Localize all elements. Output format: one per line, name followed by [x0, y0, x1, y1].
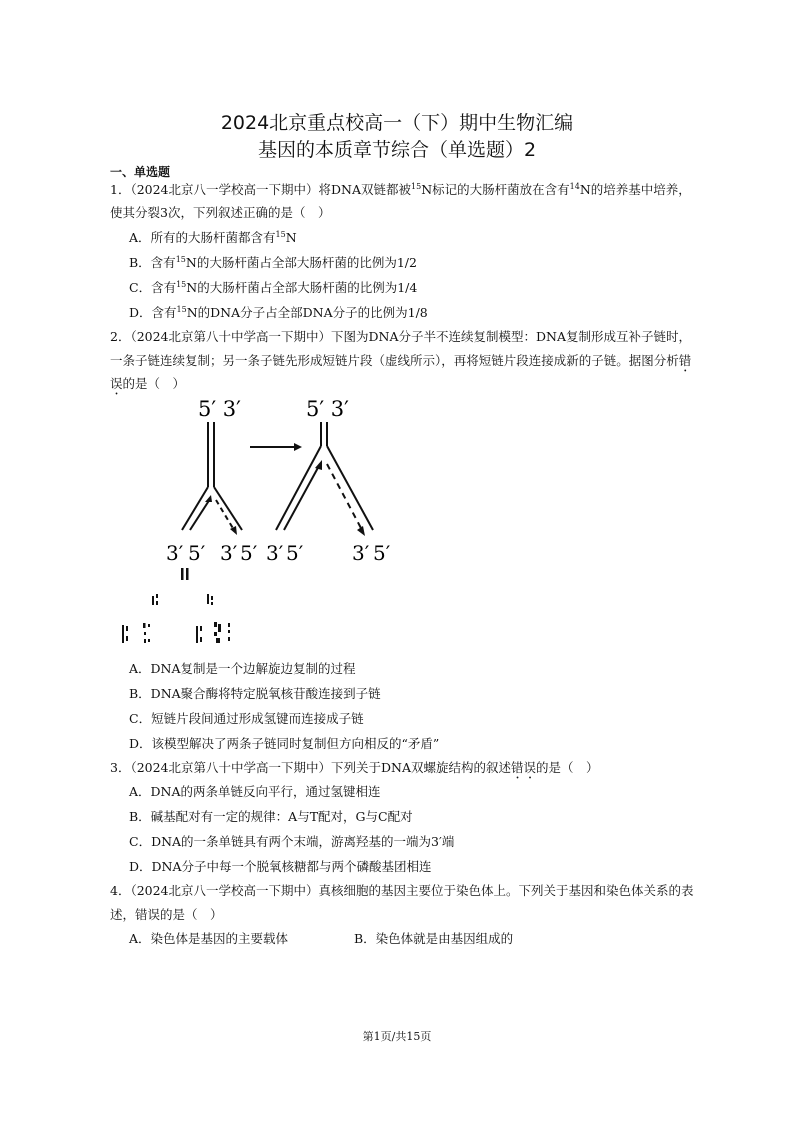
label-bl3: 3′	[220, 541, 238, 565]
q2-option-d[interactable]: D．该模型解决了两条子链同时复制但方向相反的“矛盾”	[129, 736, 440, 751]
label-bl4: 5′	[240, 541, 258, 565]
label-br3: 3′	[352, 541, 370, 565]
label-br2: 5′	[286, 541, 304, 565]
q1-option-a[interactable]: A．所有的大肠杆菌都含有$^{15}$N	[129, 230, 297, 245]
lagging-arrow-right	[357, 526, 365, 536]
q2-stem-line1: 2．（2024北京第八十中学高一下期中）下图为DNA分子半不连续复制模型：DNA复制形成互补子链时，	[110, 329, 691, 344]
leading-strand-right	[284, 464, 320, 530]
fork-arm-right-left-outer	[276, 446, 321, 530]
leading-strand-left	[190, 499, 210, 530]
q2-option-b[interactable]: B．DNA聚合酶将特定脱氧核苷酸连接到子链	[129, 686, 381, 701]
page-title: 2024北京重点校高一（下）期中生物汇编	[220, 112, 574, 134]
label-bl1: 3′	[166, 541, 184, 565]
section-heading: 一、单选题	[110, 165, 171, 179]
dna-replication-diagram	[110, 390, 410, 650]
leading-arrow-left	[205, 495, 212, 502]
q2-stem-line3: 误的是（ ）	[110, 376, 186, 391]
transition-arrow-head	[294, 443, 302, 451]
label-top-left: 5′ 3′	[198, 397, 241, 421]
q3-stem: 3．（2024北京第八十中学高一下期中）下列关于DNA双螺旋结构的叙述错误的是（ ）	[110, 760, 599, 775]
q3-option-d[interactable]: D．DNA分子中每一个脱氧核糖都与两个磷酸基团相连	[129, 859, 432, 874]
page-footer: 第1页/共15页	[362, 1030, 432, 1043]
q2-stem-line2: 一条子链连续复制；另一条子链先形成短链片段（虚线所示），再将短链片段连接成新的子链。据图分析错	[110, 353, 692, 368]
q1-stem-line2: 使其分裂3次，下列叙述正确的是（ ）	[110, 205, 331, 220]
q4-option-b[interactable]: B．染色体就是由基因组成的	[354, 931, 514, 946]
label-br4: 5′	[373, 541, 391, 565]
fork-arm-right-outer	[214, 487, 242, 530]
lagging-strand-right	[327, 464, 362, 530]
scan-artifacts	[122, 568, 230, 643]
q4-option-a[interactable]: A．染色体是基因的主要载体	[129, 931, 289, 946]
leading-arrow-right	[315, 460, 322, 470]
q3-option-b[interactable]: B．碱基配对有一定的规律：A与T配对，G与C配对	[129, 809, 413, 824]
q4-stem-line1: 4．（2024北京八一学校高一下期中）真核细胞的基因主要位于染色体上。下列关于基因和染色体关系的表	[110, 883, 694, 898]
label-br1: 3′	[266, 541, 284, 565]
label-top-right: 5′ 3′	[306, 397, 349, 421]
lagging-arrow-left	[230, 526, 237, 535]
q4-stem-line2: 述，错误的是（ ）	[110, 907, 223, 922]
page-subtitle: 基因的本质章节综合（单选题）2	[257, 139, 537, 161]
q1-option-d[interactable]: D．含有$^{15}$N的DNA分子占全部DNA分子的比例为1/8	[129, 305, 428, 320]
q3-option-a[interactable]: A．DNA的两条单链反向平行，通过氢键相连	[129, 784, 381, 799]
q1-stem-line1: 1．（2024北京八一学校高一下期中）将DNA双链都被$^{15}$N标记的大肠杆菌放在含有$^{14}$N的培养基中培养，	[110, 182, 691, 197]
q2-option-c[interactable]: C．短链片段间通过形成氢键而连接成子链	[129, 711, 364, 726]
q2-option-a[interactable]: A．DNA复制是一个边解旋边复制的过程	[129, 661, 356, 676]
label-bl2: 5′	[188, 541, 206, 565]
q1-option-c[interactable]: C．含有$^{15}$N的大肠杆菌占全部大肠杆菌的比例为1/4	[129, 280, 418, 295]
q3-option-c[interactable]: C．DNA的一条单链具有两个末端，游离羟基的一端为3′端	[129, 834, 455, 849]
q1-option-b[interactable]: B．含有$^{15}$N的大肠杆菌占全部大肠杆菌的比例为1/2	[129, 255, 417, 270]
fork-arm-right-right-outer	[327, 446, 373, 530]
